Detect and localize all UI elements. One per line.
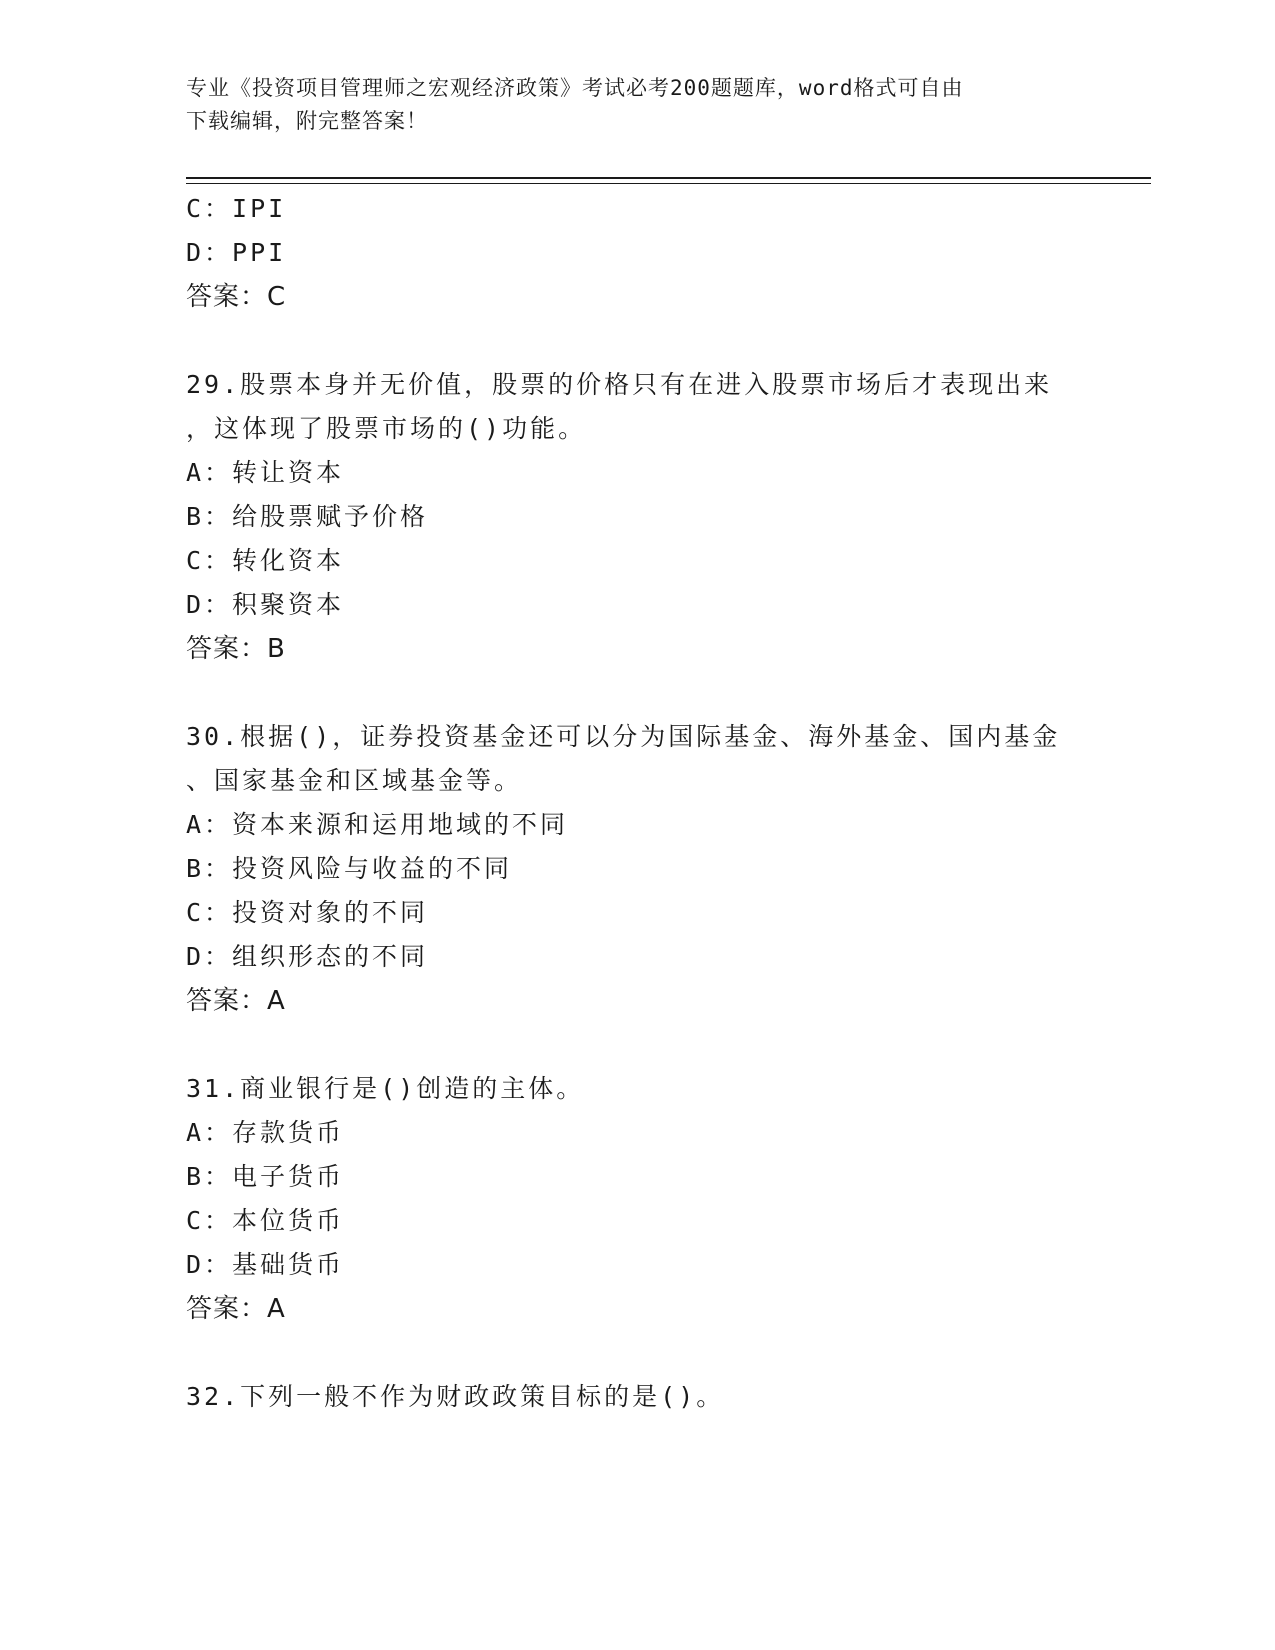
q31-option-b: B：电子货币: [186, 1162, 345, 1191]
q28-option-d: D：PPI: [186, 238, 287, 267]
header-rule-thick: [186, 177, 1151, 179]
q31-answer: 答案：A: [186, 1294, 286, 1324]
q29-option-d: D：积聚资本: [186, 590, 345, 619]
q29-stem-line-1: 29.股票本身并无价值，股票的价格只有在进入股票市场后才表现出来: [186, 370, 1053, 399]
q31-option-c: C：本位货币: [186, 1206, 345, 1235]
q30-option-b: B：投资风险与收益的不同: [186, 854, 513, 883]
q30-stem-line-2: 、国家基金和区域基金等。: [186, 766, 523, 795]
header-rule-thin: [186, 183, 1151, 184]
q30-answer: 答案：A: [186, 986, 286, 1016]
q30-stem-line-1: 30.根据()，证券投资基金还可以分为国际基金、海外基金、国内基金: [186, 722, 1061, 751]
header-line-2: 下载编辑，附完整答案！: [186, 109, 428, 133]
q29-option-a: A：转让资本: [186, 458, 345, 487]
document-header: [186, 72, 1086, 138]
q31-option-a: A：存款货币: [186, 1118, 345, 1147]
header-line-1: 专业《投资项目管理师之宏观经济政策》考试必考200题题库，word格式可自由: [186, 76, 964, 100]
q28-answer: 答案：C: [186, 282, 287, 312]
q30-option-a: A：资本来源和运用地域的不同: [186, 810, 569, 839]
q29-option-c: C：转化资本: [186, 546, 345, 575]
q31-stem-line-1: 31.商业银行是()创造的主体。: [186, 1074, 585, 1103]
q30-option-c: C：投资对象的不同: [186, 898, 429, 927]
q29-answer: 答案：B: [186, 634, 286, 664]
q31-option-d: D：基础货币: [186, 1250, 345, 1279]
q32-stem-line-1: 32.下列一般不作为财政政策目标的是()。: [186, 1382, 725, 1411]
q30-option-d: D：组织形态的不同: [186, 942, 429, 971]
q28-option-c: C：IPI: [186, 194, 287, 223]
q29-stem-line-2: ，这体现了股票市场的()功能。: [186, 414, 587, 443]
q29-option-b: B：给股票赋予价格: [186, 502, 429, 531]
